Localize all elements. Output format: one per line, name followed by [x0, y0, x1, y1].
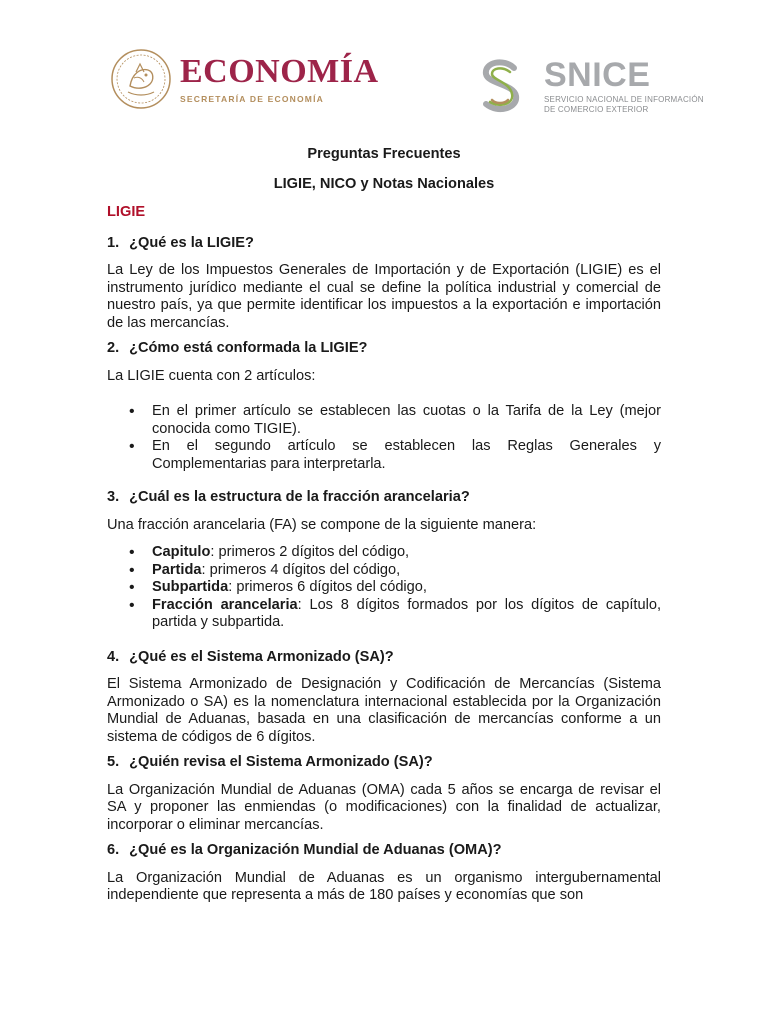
snice-title: SNICE [544, 55, 651, 94]
economia-subtitle: SECRETARÍA DE ECONOMÍA [180, 94, 324, 104]
term: Subpartida [152, 579, 229, 595]
answer-5: La Organización Mundial de Aduanas (OMA) cada 5 años se encarga de revisar el SA y proponer las enmiendas (o modificaciones) con la finalidad de actualizar, incorporar o eliminar mercancías. [107, 781, 661, 833]
question-text: ¿Qué es el Sistema Armonizado (SA)? [129, 648, 394, 665]
term-definition: : Los 8 dígitos formados por los dígitos de capítulo, partida y subpartida. [152, 596, 661, 630]
answer-2-intro: La LIGIE cuenta con 2 artículos: [107, 367, 316, 384]
answer-2-list [107, 403, 661, 473]
economia-title: ECONOMÍA [180, 53, 379, 90]
question-number: 3. [107, 489, 120, 505]
list-item [107, 544, 661, 562]
question-text: ¿Qué es la LIGIE? [129, 234, 254, 251]
answer-4: El Sistema Armonizado de Designación y Codificación de Mercancías (Sistema Armonizado o SA) es la nomenclatura internacional establecida por la Organización Mundial de Aduanas, basada en una clasificación de mercancías conforme a un sistema de códigos de 6 dígitos. [107, 676, 661, 745]
question-number: 6. [107, 842, 120, 858]
question-text: ¿Cómo está conformada la LIGIE? [129, 340, 368, 356]
answer-3-list [107, 544, 661, 632]
list-item [107, 579, 661, 597]
term: Capitulo [152, 544, 211, 560]
question-5 [107, 754, 661, 772]
term-definition: : primeros 2 dígitos del código, [210, 544, 410, 560]
question-6 [107, 842, 661, 860]
question-3 [107, 489, 661, 507]
answer-1: La Ley de los Impuestos Generales de Importación y de Exportación (LIGIE) es el instrumento jurídico mediante el cual se define la política industrial y comercial de nuestro país, ya que permite identificar los impuestos a la exportación e importación de las mercancías. [107, 262, 661, 331]
question-text: ¿Cuál es la estructura de la fracción arancelaria? [129, 489, 470, 505]
answer-3-intro: Una fracción arancelaria (FA) se compone de la siguiente manera: [107, 516, 537, 533]
term-definition: : primeros 6 dígitos del código, [228, 579, 427, 595]
question-2 [107, 340, 661, 358]
question-number: 1. [107, 234, 120, 251]
document-body [107, 146, 661, 905]
answer-6: La Organización Mundial de Aduanas es un organismo intergubernamental independiente que representa a más de 180 países y economías que son [107, 869, 661, 903]
mexico-seal-icon [110, 48, 172, 110]
list-item: • En el primer artículo se establecen las cuotas o la Tarifa de la Ley (mejor conocida como TIGIE). [107, 403, 661, 438]
question-number: 5. [107, 754, 120, 770]
list-item [107, 562, 661, 580]
list-item [107, 597, 661, 632]
snice-swirl-icon [478, 56, 524, 116]
document-subtitle: LIGIE, NICO y Notas Nacionales [273, 175, 495, 192]
question-4 [107, 649, 661, 667]
question-1 [107, 235, 661, 253]
section-heading-ligie: LIGIE [107, 204, 146, 220]
snice-subtitle-line2: DE COMERCIO EXTERIOR [544, 104, 649, 114]
question-text: ¿Quién revisa el Sistema Armonizado (SA)? [129, 754, 433, 770]
question-number: 4. [107, 648, 120, 665]
snice-logo [478, 56, 704, 116]
term-definition: : primeros 4 dígitos del código, [201, 561, 401, 578]
question-text: ¿Qué es la Organización Mundial de Aduanas (OMA)? [129, 842, 502, 858]
term: Fracción arancelaria [152, 596, 298, 613]
question-number: 2. [107, 340, 120, 356]
list-item: • En el segundo artículo se establecen las Reglas Generales y Complementarias para interpretarla. [107, 438, 661, 473]
term: Partida [152, 561, 202, 578]
document-title: Preguntas Frecuentes [307, 146, 461, 162]
economia-logo [110, 48, 379, 110]
snice-subtitle-line1: SERVICIO NACIONAL DE INFORMACIÓN [544, 94, 704, 104]
